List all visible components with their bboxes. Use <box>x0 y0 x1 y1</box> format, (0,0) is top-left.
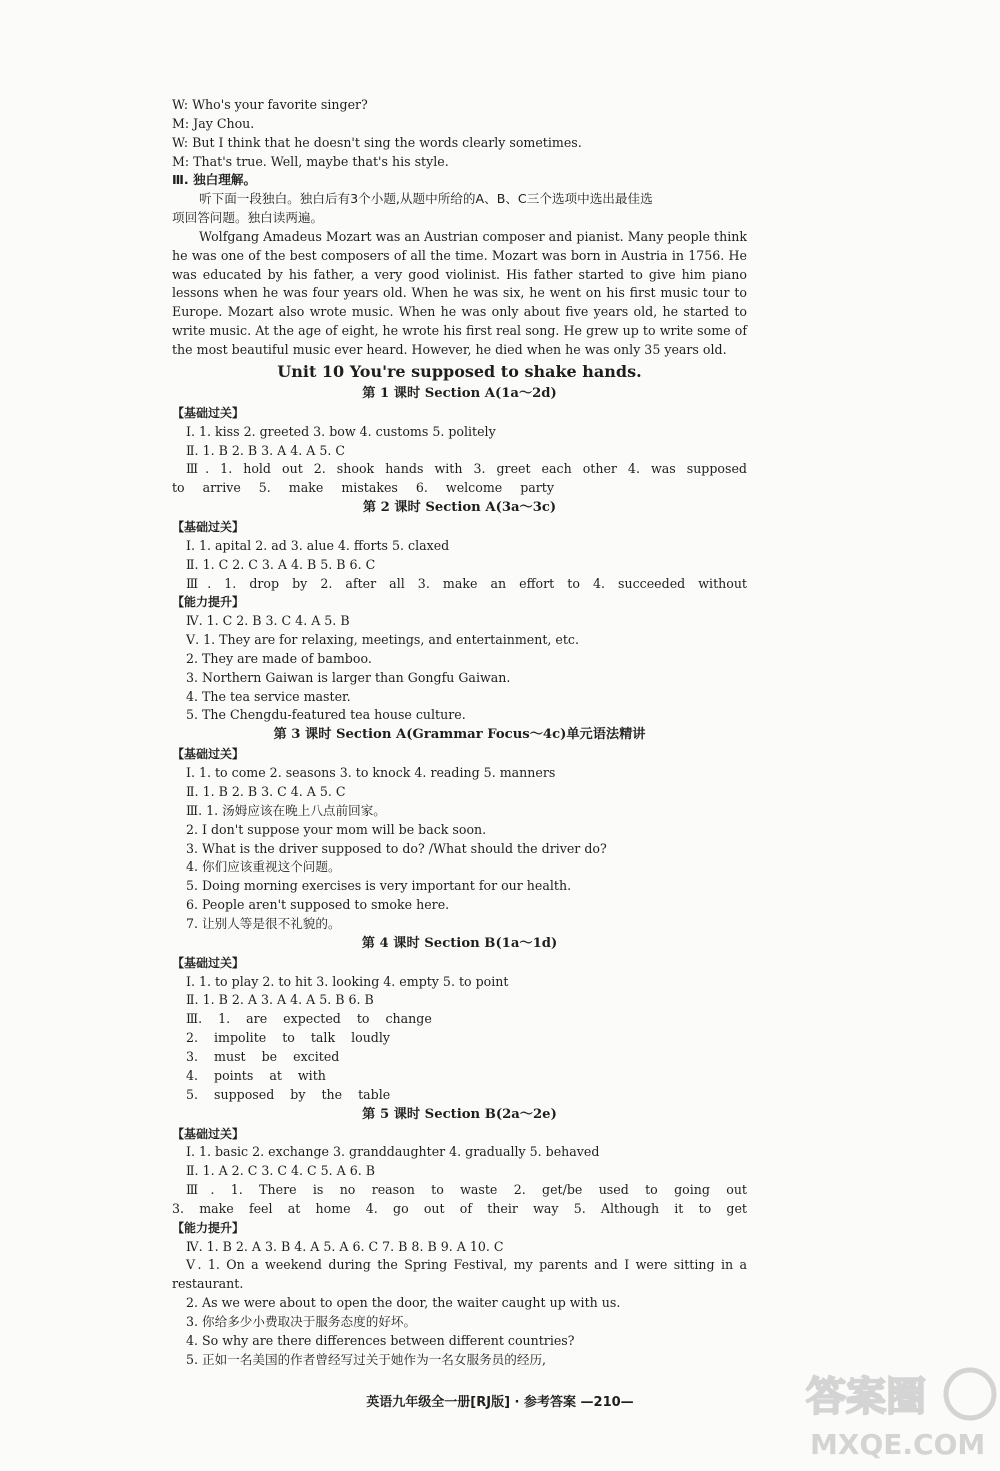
section-tag: 【能力提升】 <box>172 595 245 610</box>
answer-line: to arrive 5. make mistakes 6. welcome party <box>172 480 554 496</box>
answer-line: 5. Doing morning exercises is very important for our health. <box>186 878 572 894</box>
section-tag: 【基础过关】 <box>172 747 245 762</box>
answer-line: 4. The tea service master. <box>186 688 351 704</box>
page-footer: 英语九年级全一册[RJ版] · 参考答案 —210— <box>366 1395 634 1410</box>
lesson-5 <box>172 1105 747 1370</box>
answer-line: 6. People aren't supposed to smoke here. <box>186 897 450 913</box>
answer-line: restaurant. <box>172 1276 244 1292</box>
lesson-title: 第 2 课时 Section A(3a～3c) <box>362 500 557 516</box>
section-tag: 【能力提升】 <box>172 1220 245 1235</box>
watermark-url: MXQE.COM <box>810 1428 986 1461</box>
lesson-4 <box>172 934 747 1105</box>
answer-line: Ⅰ. 1. kiss 2. greeted 3. bow 4. customs 5. politely <box>186 423 496 439</box>
passage-line: Europe. Mozart also wrote music. When he was only about five years old, he started to <box>172 304 747 320</box>
section-tag: 【基础过关】 <box>172 405 245 420</box>
answer-line: Ⅲ. 1. 汤姆应该在晚上八点前回家。 <box>186 802 386 818</box>
passage-line: write music. At the age of eight, he wrote his first real song. He grew up to write some of <box>172 323 747 339</box>
answer-line: Ⅳ. 1. B 2. A 3. B 4. A 5. A 6. C 7. B 8. B 9. A 10. C <box>186 1238 504 1254</box>
lesson-2 <box>172 498 747 725</box>
answer-line: 4. points at with <box>186 1067 326 1083</box>
answer-line: Ⅱ. 1. B 2. B 3. C 4. A 5. C <box>186 784 346 799</box>
passage-line: the most beautiful music ever heard. However, he died when he was only 35 years old. <box>172 341 727 357</box>
passage-line: Wolfgang Amadeus Mozart was an Austrian composer and pianist. Many people think <box>199 228 747 244</box>
dialogue <box>172 96 747 171</box>
answer-line: Ⅰ. 1. basic 2. exchange 3. granddaughter 4. gradually 5. behaved <box>186 1144 600 1160</box>
answer-line: 7. 让别人等是很不礼貌的。 <box>186 915 341 931</box>
answer-line: 4. 你们应该重视这个问题。 <box>186 859 341 875</box>
part3-instruction: 听下面一段独白。独白后有3个小题,从题中所给的A、B、C三个选项中选出最佳选 <box>199 191 653 207</box>
lesson-title: 第 4 课时 Section B(1a～1d) <box>361 935 558 951</box>
answer-line: Ⅱ. 1. B 2. B 3. A 4. A 5. C <box>186 442 346 458</box>
answer-line: Ⅲ. 1. hold out 2. shook hands with 3. greet each other 4. was supposed <box>186 461 747 477</box>
answer-line: Ⅴ. 1. On a weekend during the Spring Festival, my parents and I were sitting in a <box>186 1257 747 1273</box>
watermark-logo <box>798 1362 998 1462</box>
answer-line: 3. 你给多少小费取决于服务态度的好坏。 <box>186 1313 417 1329</box>
lesson-title: 第 1 课时 Section A(1a～2d) <box>362 385 557 401</box>
section-tag: 【基础过关】 <box>172 1126 245 1141</box>
answer-page <box>172 96 747 1369</box>
answer-line: 2. impolite to talk loudly <box>186 1030 391 1046</box>
lesson-3 <box>172 725 747 933</box>
unit-title: Unit 10 You're supposed to shake hands. <box>277 361 642 381</box>
answer-line: 5. 正如一名美国的作者曾经写过关于她作为一名女服务员的经历, <box>186 1351 547 1367</box>
part3-section <box>172 171 747 359</box>
dialogue-line: M: Jay Chou. <box>172 115 255 131</box>
part3-instruction: 项回答问题。独白读两遍。 <box>172 210 324 226</box>
watermark-circle-icon <box>946 1370 994 1418</box>
lesson-1 <box>172 384 747 498</box>
answer-line: Ⅱ. 1. C 2. C 3. A 4. B 5. B 6. C <box>186 556 376 572</box>
answer-line: Ⅴ. 1. They are for relaxing, meetings, and entertainment, etc. <box>186 632 579 648</box>
answer-line: 2. I don't suppose your mom will be back soon. <box>186 821 487 837</box>
dialogue-line: M: That's true. Well, maybe that's his style. <box>172 153 449 169</box>
lesson-title: 第 5 课时 Section B(2a～2e) <box>362 1106 557 1122</box>
answer-line: 2. They are made of bamboo. <box>186 650 372 666</box>
answer-line: 2. As we were about to open the door, the waiter caught up with us. <box>186 1295 621 1311</box>
section-tag: 【基础过关】 <box>172 955 245 970</box>
part3-heading: Ⅲ. 独白理解。 <box>172 172 257 188</box>
passage-line: lessons when he was four years old. When he was six, he went on his first music tour to <box>172 285 747 301</box>
passage-line: he was one of the best composers of all the time. Mozart was born in Austria in 1756. He <box>172 247 747 263</box>
lesson-title: 第 3 课时 Section A(Grammar Focus～4c)单元语法精讲 <box>273 727 646 743</box>
answer-line: Ⅱ. 1. A 2. C 3. C 4. C 5. A 6. B <box>186 1163 376 1179</box>
answer-line: Ⅳ. 1. C 2. B 3. C 4. A 5. B <box>186 613 350 629</box>
answer-line: 5. The Chengdu-featured tea house culture. <box>186 707 466 723</box>
answer-line: Ⅱ. 1. B 2. A 3. A 4. A 5. B 6. B <box>186 992 374 1008</box>
answer-line: Ⅰ. 1. apital 2. ad 3. alue 4. fforts 5. claxed <box>186 537 450 553</box>
answer-line: Ⅰ. 1. to play 2. to hit 3. looking 4. empty 5. to point <box>186 973 509 989</box>
passage-line: was educated by his father, a very good violinist. His father started to give him piano <box>172 266 747 282</box>
section-tag: 【基础过关】 <box>172 520 245 535</box>
dialogue-line: W: But I think that he doesn't sing the words clearly sometimes. <box>172 134 582 150</box>
answer-line: 3. make feel at home 4. go out of their way 5. Although it to get <box>172 1200 747 1216</box>
answer-line: 5. supposed by the table <box>186 1086 391 1102</box>
answer-line: 3. must be excited <box>186 1048 340 1064</box>
watermark-logo-text: 答案圈 <box>806 1374 926 1420</box>
answer-line: 4. So why are there differences between different countries? <box>186 1332 575 1348</box>
answer-line: Ⅲ. 1. There is no reason to waste 2. get/be used to going out <box>186 1182 747 1198</box>
answer-line: Ⅲ. 1. drop by 2. after all 3. make an effort to 4. succeeded without <box>186 575 747 591</box>
answer-line: 3. What is the driver supposed to do? /What should the driver do? <box>186 840 607 856</box>
answer-line: 3. Northern Gaiwan is larger than Gongfu Gaiwan. <box>186 669 511 685</box>
answer-line: Ⅲ. 1. are expected to change <box>186 1011 432 1027</box>
answer-line: Ⅰ. 1. to come 2. seasons 3. to knock 4. reading 5. manners <box>186 765 556 781</box>
dialogue-line: W: Who's your favorite singer? <box>172 97 368 112</box>
